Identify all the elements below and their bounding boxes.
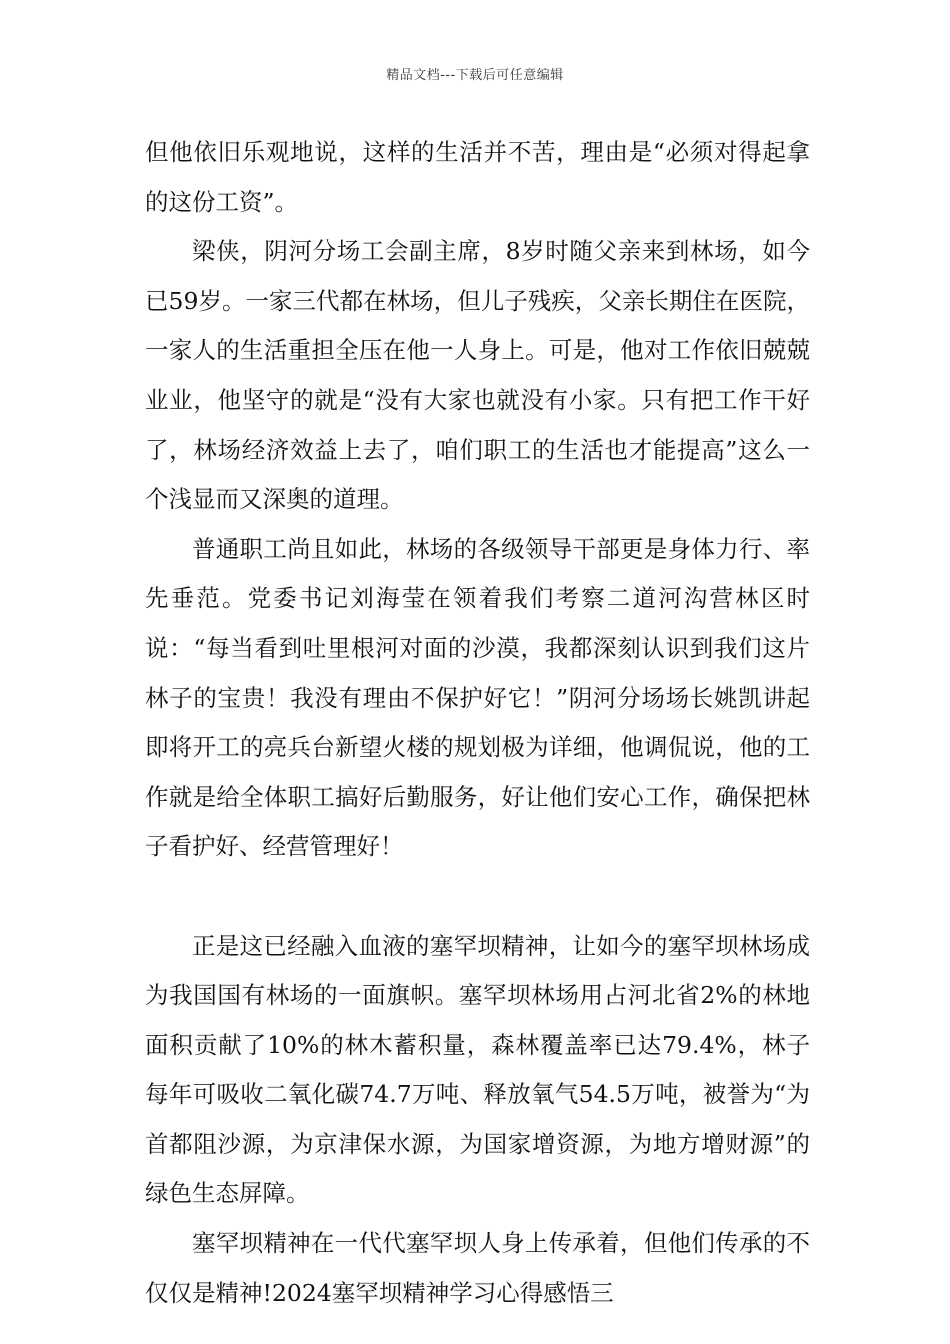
paragraph-leaders: 普通职工尚且如此，林场的各级领导干部更是身体力行、率先垂范。党委书记刘海莹在领着我们考察二道河沟营林区时说：“每当看到吐里根河对面的沙漠，我都深刻认识到我们这片林子的宝贵！我没有理由不保护好它！”阴河分场场长姚凯讲起即将开工的亮兵台新望火楼的规划极为详细，他调侃说，他的工作就是给全体职工搞好后勤服务，好让他们安心工作，确保把林子看护好、经营管理好！ <box>145 534 810 861</box>
paragraph-saihanba-spirit: 正是这已经融入血液的塞罕坝精神，让如今的塞罕坝林场成为我国国有林场的一面旗帜。塞罕坝林场用占河北省2%的林地面积贡献了10%的林木蓄积量，森林覆盖率已达79.4%，林子每年可吸收二氧化碳74.7万吨、释放氧气54.5万吨，被誉为“为首都阻沙源，为京津保水源，为国家增资源，为地方增财源”的绿色生态屏障。 <box>145 931 810 1208</box>
paragraph-continuation: 但他依旧乐观地说，这样的生活并不苦，理由是“必须对得起拿的这份工资”。 <box>145 138 810 216</box>
paragraph-inheritance: 塞罕坝精神在一代代塞罕坝人身上传承着，但他们传承的不仅仅是精神!2024塞罕坝精神学习心得感悟三 <box>145 1229 810 1307</box>
document-body <box>145 128 810 1318</box>
paragraph-liang-xia: 梁侠，阴河分场工会副主席，8岁时随父亲来到林场，如今已59岁。一家三代都在林场，但儿子残疾，父亲长期住在医院，一家人的生活重担全压在他一人身上。可是，他对工作依旧兢兢业业，他坚守的就是“没有大家也就没有小家。只有把工作干好了，林场经济效益上去了，咱们职工的生活也才能提高”这么一个浅显而又深奥的道理。 <box>145 237 810 514</box>
page-header: 精品文档---下载后可任意编辑 <box>386 68 564 83</box>
